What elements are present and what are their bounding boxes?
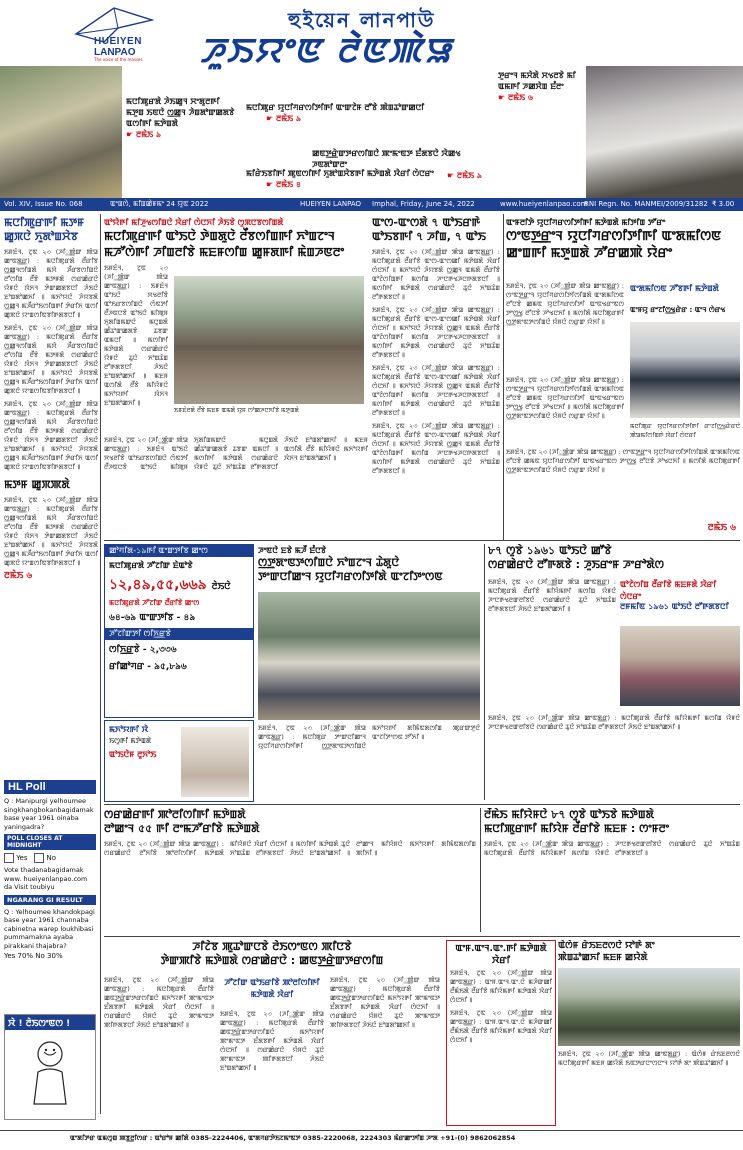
poll-closes: POLL CLOSES AT MIDNIGHT xyxy=(4,834,96,850)
teaser-3-text: ꯀꯟꯇ꯭ꯔꯥꯛꯇꯔꯁꯤꯡꯅꯥ ꯄꯦꯃꯦꯟꯇ ꯐꯪꯗꯕꯅꯥ ꯋꯥꯀꯠ ꯍꯟꯗꯣꯛꯂꯦ xyxy=(312,149,461,169)
covid-box-sub: ꯃꯅꯤꯄꯨꯔꯗꯥ ꯍꯧꯖꯤꯛ ꯐꯥꯑꯣꯕꯥ xyxy=(109,561,193,570)
horizontal-rule xyxy=(104,804,740,805)
logo-tagline: The voice of the masses xyxy=(94,57,143,62)
covid-recovered-count: ꯔꯤꯀꯣꯚꯔ - ৯৫,৮৯৬ xyxy=(109,662,187,672)
right-story-quote-name: ꯑꯦꯝꯌꯨ ꯔꯦꯖꯤꯁ꯭ꯠꯔꯥꯔ : ꯑꯦꯜ ꯁꯥꯔꯠ xyxy=(630,306,726,314)
right-story-body-2: ꯏꯝꯐꯥꯜ, ꯖꯨꯟ ২৩ (ꯍꯤ꯭ꯄꯥꯛ ꯄꯥꯎ ꯀꯦꯟꯗ꯭ꯔ) : ꯁꯦꯟꯇ꯭ꯔꯦꯜ ꯌꯨꯅꯤꯚꯔꯁꯤꯇꯤꯁꯤꯡꯗꯥ ꯑꯦꯗꯃꯤꯁꯟ ꯂꯧꯅꯕꯥ ꯀꯃꯟ ꯌꯨꯅꯤꯚꯔꯁꯤꯇꯤ ꯑꯦꯟꯠꯔꯦꯟꯁ ꯇꯦꯁ꯭ꯠ ꯂꯧꯅꯕꯥ ꯍꯣꯠꯅꯈꯤ ꯫ ꯃꯁꯤꯗꯥ ꯃꯅꯤꯄꯨꯔꯒꯤ ꯁ꯭ꯇꯨꯗꯦꯟꯇꯁꯤꯡꯅꯥ ꯌꯥꯝꯅꯥ ꯁꯔꯨꯛ ꯌꯥꯈꯤ ꯫ xyxy=(506,376,624,420)
column-divider xyxy=(100,214,101,1114)
contractors-body-3: ꯏꯝꯐꯥꯜ, ꯖꯨꯟ ২৩ (ꯍꯤ꯭ꯄꯥꯛ ꯄꯥꯎ ꯀꯦꯟꯗ꯭ꯔ) : ꯃꯅꯤꯄꯨꯔꯗꯥ ꯂꯩꯔꯤꯕꯥ ꯀꯟꯇ꯭ꯔꯥꯛꯇꯔꯁꯤꯡꯅꯥ ꯃꯈꯣꯌꯒꯤ ꯄꯦꯃꯦꯟꯇ ꯐꯪꯗꯕꯒꯤ ꯃꯇꯥꯡꯗꯥ ꯋꯥꯔꯤ ꯁꯥꯅꯈꯤ ꯫ ꯁꯔꯀꯥꯔꯅꯥ ꯌꯥꯝꯅꯥ ꯊꯨꯅꯥ ꯄꯦꯃꯦꯟꯇ ꯄꯤꯒꯗꯕꯅꯤ ꯍꯥꯏꯅꯥ ꯐꯣꯡꯗꯣꯀꯈꯤ ꯫ xyxy=(330,976,440,1029)
lead-story-headline-1: ꯃꯅꯤꯄꯨꯔꯒꯤ ꯑꯣꯏꯅꯥ ꯇꯥꯡꯗꯨꯅꯥ ꯂꯩꯕꯁꯤꯡꯒꯤ ꯈꯣꯡꯖꯦꯜ xyxy=(104,229,335,243)
protest-headline-1: ꯁ꯭ꯇꯨꯗꯦꯟꯇꯁꯤꯡꯅꯥ ꯈꯣꯡꯖꯦꯜ ꯊꯥꯗꯨꯅꯥ xyxy=(258,556,400,569)
right-story-ref: ꯂꯃꯥꯏ ৬ xyxy=(707,523,736,533)
covid-box-sub2: ꯃꯅꯤꯄꯨꯔꯗꯥ ꯍꯧꯖꯤꯛ ꯂꯩꯔꯤꯕꯥ ꯀꯦꯁ xyxy=(109,599,200,607)
left-story-body: ꯏꯝꯐꯥꯜ, ꯖꯨꯟ ২৩ (ꯍꯤ꯭ꯄꯥꯛ ꯄꯥꯎ ꯀꯦꯟꯗ꯭ꯔ) : ꯃꯅꯤꯄꯨꯔꯗꯥ ꯂꯩꯔꯤꯕ ꯁ꯭ꯀꯨꯜꯁꯤꯡꯗꯥ ꯃꯆꯥ ꯍꯩꯔꯕꯁꯤꯡꯅꯥ ꯂꯧꯁꯤꯡ ꯂꯩꯕꯥ ꯃꯇꯝꯗꯥ ꯁꯔꯀꯥꯔꯅꯥ ꯌꯥꯝꯅꯥ ꯋꯥꯈꯜ ꯇꯥꯛꯀꯗꯕꯅꯤ ꯍꯥꯏꯅꯥ ꯐꯣꯡꯗꯣꯀꯈꯤ ꯫ ꯃꯈꯣꯌꯅꯥ ꯍꯥꯌꯕꯗꯥ ꯁ꯭ꯀꯨꯜ ꯃꯍꯩꯔꯣꯏꯁꯤꯡꯒꯤ ꯇꯥꯔꯤꯈ ꯑꯁꯤ ꯀꯨꯞꯅꯥ ꯌꯦꯡꯁꯤꯟꯕꯤꯒꯗꯕꯅꯤ ꯫ xyxy=(4,248,98,319)
press-kicker: ꯑꯣꯖꯥꯁꯤꯡ ꯂꯩꯔꯤꯕꯥ ꯃꯐꯝꯗꯥ ꯋꯥꯔꯤ ꯁꯥꯅꯔꯦ xyxy=(620,580,717,601)
poll-yes-checkbox[interactable] xyxy=(4,853,14,863)
teaser-5-ref: ☛ ꯂꯃꯥꯏ ৬ xyxy=(498,93,534,102)
protest-body: ꯏꯝꯐꯥꯜ, ꯖꯨꯟ ২৩ (ꯍꯤ꯭ꯄꯥꯛ ꯄꯥꯎ ꯀꯦꯟꯗ꯭ꯔ) : ꯃꯅꯤꯄꯨꯔ ꯇꯦꯛꯅꯤꯀꯦꯜ ꯌꯨꯅꯤꯚꯔꯁꯤꯇꯤꯒꯤ ꯁ꯭ꯇꯨꯗꯦꯟꯇꯁꯤꯡꯅꯥ ꯃꯈꯣꯌꯒꯤ ꯗꯤꯃꯥꯟꯗꯁꯤꯡ ꯄꯨꯔꯛꯇꯨꯅꯥ ꯑꯦꯖꯤꯇꯦꯁꯟ ꯇꯧꯈꯤ ꯫ xyxy=(258,724,480,750)
story-mla[interactable] xyxy=(446,940,556,1126)
lead-story-headline-2: ꯃꯍꯧꯁꯥꯒꯤ ꯍꯤꯡꯂꯤꯕꯥ ꯃꯐꯝꯁꯤꯡ ꯀꯨꯝꯗꯒꯤ ꯃꯥꯡꯍꯟꯂꯦ xyxy=(104,245,345,259)
population-body: ꯏꯝꯐꯥꯜ, ꯖꯨꯟ ২৩ (ꯍꯤ꯭ꯄꯥꯛ ꯄꯥꯎ ꯀꯦꯟꯗ꯭ꯔ) : ꯃꯅꯤꯄꯨꯔꯗꯥ ꯂꯩꯔꯤꯕꯥ ꯃꯤꯌꯥꯃꯒꯤ ꯃꯁꯤꯡ ꯌꯥꯝꯅꯥ ꯍꯦꯅꯒꯠꯂꯛꯂꯤꯕꯅꯥ ꯁꯔꯀꯥꯔꯅꯥ ꯊꯨꯅꯥ ꯈꯣꯡꯊꯥꯡ ꯂꯧꯒꯗꯕꯅꯤ ꯫ xyxy=(484,840,740,857)
right-story-headline-2: ꯀꯦꯡꯒꯤ ꯃꯇꯨꯡꯗꯥ ꯍꯧꯔꯀꯄꯥ ꯌꯥꯔꯦ xyxy=(506,246,673,261)
story-yoga-day[interactable] xyxy=(558,940,740,1124)
opinion-box-name: ꯑꯣꯏꯅꯥꯝ ꯂꯨꯈꯣꯏ xyxy=(109,750,157,759)
hl-poll xyxy=(4,780,96,1010)
opinion-box-title: ꯃꯈꯣꯌꯒꯤ ꯋꯥ xyxy=(109,725,149,734)
teaser-band xyxy=(0,66,743,198)
left-story-body-2: ꯏꯝꯐꯥꯜ, ꯖꯨꯟ ২৩ (ꯍꯤ꯭ꯄꯥꯛ ꯄꯥꯎ ꯀꯦꯟꯗ꯭ꯔ) : ꯃꯅꯤꯄꯨꯔꯗꯥ ꯂꯩꯔꯤꯕ ꯁ꯭ꯀꯨꯜꯁꯤꯡꯗꯥ ꯃꯆꯥ ꯍꯩꯔꯕꯁꯤꯡꯅꯥ ꯂꯧꯁꯤꯡ ꯂꯩꯕꯥ ꯃꯇꯝꯗꯥ ꯁꯔꯀꯥꯔꯅꯥ ꯌꯥꯝꯅꯥ ꯋꯥꯈꯜ ꯇꯥꯛꯀꯗꯕꯅꯤ ꯍꯥꯏꯅꯥ ꯐꯣꯡꯗꯣꯀꯈꯤ ꯫ ꯃꯈꯣꯌꯅꯥ ꯍꯥꯌꯕꯗꯥ ꯁ꯭ꯀꯨꯜ ꯃꯍꯩꯔꯣꯏꯁꯤꯡꯒꯤ ꯇꯥꯔꯤꯈ ꯑꯁꯤ ꯀꯨꯞꯅꯥ ꯌꯦꯡꯁꯤꯟꯕꯤꯒꯗꯕꯅꯤ ꯫ xyxy=(4,324,98,395)
lead-story-continued xyxy=(104,436,368,536)
protest-kicker: ꯍꯦꯟꯅꯥ ꯐꯕꯥ ꯃꯍꯩ ꯐꯪꯅꯕꯥ xyxy=(258,546,327,555)
teaser-2-text: ꯃꯅꯤꯄꯨꯔ ꯌꯨꯅꯤꯚꯔꯁꯤꯇꯤꯒꯤ ꯑꯦꯛꯖꯥꯝ ꯂꯧꯕꯥ ꯄꯥꯡꯊꯣꯛꯀꯅꯤ xyxy=(246,103,425,112)
protest-headline-2: ꯇꯦꯛꯅꯤꯀꯦꯜ ꯌꯨꯅꯤꯚꯔꯁꯤꯇꯤꯗꯥ ꯑꯦꯖꯤꯇꯦꯁꯟ xyxy=(258,570,443,583)
right-story-caption: ꯃꯅꯤꯄꯨꯔ ꯌꯨꯅꯤꯚꯔꯁꯤꯇꯤꯒꯤ ꯔꯦꯖꯤꯁ꯭ꯠꯔꯥꯔꯅꯥ ꯄꯥꯎꯃꯤꯁꯤꯡꯒꯥ ꯋꯥꯔꯤ ꯁꯥꯅꯔꯤ xyxy=(630,423,740,439)
masthead-title-bengali: হুইয়েন লানপাউ xyxy=(288,8,436,32)
poll-no-checkbox[interactable] xyxy=(34,853,44,863)
dateline-bar xyxy=(0,198,743,211)
left-story-body-3: ꯏꯝꯐꯥꯜ, ꯖꯨꯟ ২৩ (ꯍꯤ꯭ꯄꯥꯛ ꯄꯥꯎ ꯀꯦꯟꯗ꯭ꯔ) : ꯃꯅꯤꯄꯨꯔꯗꯥ ꯂꯩꯔꯤꯕ ꯁ꯭ꯀꯨꯜꯁꯤꯡꯗꯥ ꯃꯆꯥ ꯍꯩꯔꯕꯁꯤꯡꯅꯥ ꯂꯧꯁꯤꯡ ꯂꯩꯕꯥ ꯃꯇꯝꯗꯥ ꯁꯔꯀꯥꯔꯅꯥ ꯌꯥꯝꯅꯥ ꯋꯥꯈꯜ ꯇꯥꯛꯀꯗꯕꯅꯤ ꯍꯥꯏꯅꯥ ꯐꯣꯡꯗꯣꯀꯈꯤ ꯫ ꯃꯈꯣꯌꯅꯥ ꯍꯥꯌꯕꯗꯥ ꯁ꯭ꯀꯨꯜ ꯃꯍꯩꯔꯣꯏꯁꯤꯡꯒꯤ ꯇꯥꯔꯤꯈ ꯑꯁꯤ ꯀꯨꯞꯅꯥ ꯌꯦꯡꯁꯤꯟꯕꯤꯒꯗꯕꯅꯤ ꯫ xyxy=(4,400,98,471)
contractors-headline-2: ꯇꯥꯛꯄꯤꯕꯥ ꯃꯇꯥꯡꯗꯥ ꯁꯔꯀꯥꯔꯅꯥ : ꯀꯟꯇ꯭ꯔꯥꯛꯇꯔꯁꯤꯡ xyxy=(160,954,384,967)
teaser-5-text: ꯇꯨꯔꯦꯜ ꯃꯆꯥꯗꯥ ꯆꯠꯂꯕꯥ ꯃꯤ ꯑꯃꯒꯤ ꯍꯀꯆꯥꯡ ꯐꯪꯂꯦ xyxy=(498,71,576,91)
lead-story-kicker: ꯑꯣꯌꯥꯒꯤ ꯃꯤꯍꯨꯠꯁꯤꯡꯅꯥ ꯋꯥꯔꯤ ꯁꯥꯅꯈꯤ ꯍꯥꯏꯕꯥ ꯁꯨꯞꯅꯕꯁꯤꯡꯗꯥ xyxy=(104,218,284,227)
poll-label: HL Poll xyxy=(4,780,96,794)
story-ss-headline: ꯑꯦꯁ-ꯑꯦꯁꯗꯥ ৭ ꯑꯣꯏꯔꯒꯥ ꯑꯣꯏꯕꯒꯤ ৭ ꯍꯤꯡ, ৭ ꯑꯣꯏ xyxy=(372,216,486,243)
right-story-quote-title: ꯑꯦꯗꯃꯤꯁꯟ ꯍꯧꯕꯒꯤ ꯃꯇꯥꯡꯗꯥ xyxy=(630,284,719,293)
lead-story-body: ꯏꯝꯐꯥꯜ, ꯖꯨꯟ ২৩ (ꯍꯤ꯭ꯄꯥꯛ ꯄꯥꯎ ꯀꯦꯟꯗ꯭ꯔ) : ꯏꯝꯐꯥꯜ ꯑꯣꯏꯅꯥ ꯆꯠꯂꯤꯕꯥ ꯑꯣꯏꯔꯕꯁꯤꯡꯅꯥ ꯁꯥꯟꯇꯤ ꯂꯩꯍꯟꯅꯕꯥ ꯑꯣꯏꯅꯥ ꯃꯤꯄꯨꯝ ꯈꯨꯗꯤꯡꯃꯛꯅꯥ ꯃꯅꯨꯡꯗꯥ ꯀꯪꯊꯣꯛꯀꯗꯕꯥ ꯊꯕꯛ ꯑꯃꯅꯤ ꯫ ꯃꯁꯤꯒꯤ ꯃꯇꯥꯡꯗꯥ ꯁꯔꯀꯥꯔꯅꯥ ꯌꯥꯝꯅꯥ ꯊꯨꯅꯥ ꯈꯣꯡꯊꯥꯡ ꯂꯧꯒꯗꯕꯅꯤ ꯍꯥꯏꯅꯥ ꯐꯣꯡꯗꯣꯀꯈꯤ ꯫ ꯃꯐꯝ ꯑꯁꯤꯗꯥ ꯂꯩꯕꯥ ꯃꯤꯌꯥꯝꯅꯥ ꯃꯈꯣꯌꯒꯤ ꯋꯥꯈꯜ ꯐꯣꯡꯗꯣꯀꯈꯤ ꯫ xyxy=(104,264,168,407)
cartoon-figure-icon xyxy=(8,1032,92,1112)
lead-story-photo xyxy=(174,276,364,404)
poll-yes-label: Yes xyxy=(16,854,28,862)
teaser-1[interactable] xyxy=(126,96,238,140)
masthead-title-meitei: ꯍꯨꯏꯌꯦꯟ ꯂꯥꯟꯄꯥꯎ xyxy=(200,31,453,71)
yoga-body: ꯏꯝꯐꯥꯜ, ꯖꯨꯟ ২৩ (ꯍꯤ꯭ꯄꯥꯛ ꯄꯥꯎ ꯀꯦꯟꯗ꯭ꯔ) : ꯑꯥꯁꯥꯝ ꯔꯥꯏꯐꯂꯁꯅꯥ ꯃꯅꯤꯄꯨꯔꯒꯤ ꯃꯐꯝ ꯀꯌꯥꯗꯥ ꯏꯟꯇꯔꯅꯦꯁꯅꯦꯜ ꯌꯣꯒꯥ ꯗꯦ ꯄꯥꯡꯊꯣꯀꯈꯤ ꯫ xyxy=(558,1050,740,1067)
press-headline-2: ꯁꯔꯀꯥꯔꯅꯥ ꯂꯧꯒꯗꯕꯥ : ꯍꯨꯏꯔꯦꯝ ꯍꯦꯔꯣꯗꯥꯁ xyxy=(488,558,664,571)
protest-photo xyxy=(258,592,480,720)
opinion-box-sub: ꯏꯁꯨꯒꯤ ꯃꯇꯥꯡꯗꯥ xyxy=(109,737,152,745)
right-story-body: ꯏꯝꯐꯥꯜ, ꯖꯨꯟ ২৩ (ꯍꯤ꯭ꯄꯥꯛ ꯄꯥꯎ ꯀꯦꯟꯗ꯭ꯔ) : ꯁꯦꯟꯇ꯭ꯔꯦꯜ ꯌꯨꯅꯤꯚꯔꯁꯤꯇꯤꯁꯤꯡꯗꯥ ꯑꯦꯗꯃꯤꯁꯟ ꯂꯧꯅꯕꯥ ꯀꯃꯟ ꯌꯨꯅꯤꯚꯔꯁꯤꯇꯤ ꯑꯦꯟꯠꯔꯦꯟꯁ ꯇꯦꯁ꯭ꯠ ꯂꯧꯅꯕꯥ ꯍꯣꯠꯅꯈꯤ ꯫ ꯃꯁꯤꯗꯥ ꯃꯅꯤꯄꯨꯔꯒꯤ ꯁ꯭ꯇꯨꯗꯦꯟꯇꯁꯤꯡꯅꯥ ꯌꯥꯝꯅꯥ ꯁꯔꯨꯛ ꯌꯥꯈꯤ ꯫ xyxy=(506,282,624,326)
policy-headline-1: ꯁꯔꯀꯥꯔꯒꯤ ꯄꯣꯂꯤꯁꯤꯒꯤ ꯃꯇꯥꯡꯗꯥ xyxy=(104,808,246,821)
right-story-kicker: ꯑꯦꯝꯂꯤꯇꯥ ꯌꯨꯅꯤꯚꯔꯁꯤꯇꯤꯒꯤ ꯃꯇꯥꯡꯗꯥ ꯃꯤꯇꯤꯡ ꯇꯧꯔꯦ xyxy=(506,218,666,227)
lead-story[interactable] xyxy=(104,216,368,436)
teaser-2-ref: ☛ ꯂꯃꯥꯏ ৯ xyxy=(266,114,302,123)
covid-death-count: ꯁꯤꯈ꯭ꯔꯕꯥ - ২,৩৩৬ xyxy=(109,645,177,655)
press-photo xyxy=(620,626,740,706)
story-ss-body-4: ꯏꯝꯐꯥꯜ, ꯖꯨꯟ ২৩ (ꯍꯤ꯭ꯄꯥꯛ ꯄꯥꯎ ꯀꯦꯟꯗ꯭ꯔ) : ꯃꯅꯤꯄꯨꯔꯗꯥ ꯂꯩꯔꯤꯕꯥ ꯑꯦꯁ-ꯑꯦꯁꯀꯤ ꯃꯇꯥꯡꯗꯥ ꯋꯥꯔꯤ ꯁꯥꯅꯈꯤ ꯫ ꯃꯈꯣꯌꯅꯥ ꯍꯥꯌꯕꯗꯥ ꯁ꯭ꯀꯨꯜ ꯑꯃꯗꯥ ꯂꯩꯔꯤꯕꯥ ꯑꯣꯖꯥꯁꯤꯡꯒꯤ ꯃꯁꯤꯡ ꯍꯦꯅꯒꯠꯍꯅꯒꯗꯕꯅꯤ ꯫ ꯃꯁꯤꯒꯤ ꯃꯇꯥꯡꯗꯥ ꯁꯔꯀꯥꯔꯅꯥ ꯊꯨꯅꯥ ꯈꯣꯡꯊꯥꯡ ꯂꯧꯒꯗꯕꯅꯤ ꯫ xyxy=(372,422,500,475)
population-headline-1: ꯂꯩꯃꯥꯏ ꯃꯤꯌꯥꯝꯅꯥ ৮৭ ꯁꯨꯕꯥ ꯑꯣꯏꯕꯥ ꯃꯇꯥꯡꯗꯥ xyxy=(484,808,654,821)
teaser-2[interactable] xyxy=(246,102,482,124)
poll-result-values: Yes 70% No 30% xyxy=(4,952,63,960)
press-body-2: ꯏꯝꯐꯥꯜ, ꯖꯨꯟ ২৩ (ꯍꯤ꯭ꯄꯥꯛ ꯄꯥꯎ ꯀꯦꯟꯗ꯭ꯔ) : ꯃꯅꯤꯄꯨꯔꯗꯥ ꯂꯩꯔꯤꯕꯥ ꯃꯤꯌꯥꯃꯒꯤ ꯃꯁꯤꯡ ꯌꯥꯝꯅꯥ ꯍꯦꯅꯒꯠꯂꯛꯂꯤꯕꯅꯥ ꯁꯔꯀꯥꯔꯅꯥ ꯊꯨꯅꯥ ꯈꯣꯡꯊꯥꯡ ꯂꯧꯒꯗꯕꯅꯤ ꯍꯥꯏꯅꯥ ꯐꯣꯡꯗꯣꯀꯈꯤ ꯫ xyxy=(488,714,740,731)
contractors-body-2: ꯏꯝꯐꯥꯜ, ꯖꯨꯟ ২৩ (ꯍꯤ꯭ꯄꯥꯛ ꯄꯥꯎ ꯀꯦꯟꯗ꯭ꯔ) : ꯃꯅꯤꯄꯨꯔꯗꯥ ꯂꯩꯔꯤꯕꯥ ꯀꯟꯇ꯭ꯔꯥꯛꯇꯔꯁꯤꯡꯅꯥ ꯃꯈꯣꯌꯒꯤ ꯄꯦꯃꯦꯟꯇ ꯐꯪꯗꯕꯒꯤ ꯃꯇꯥꯡꯗꯥ ꯋꯥꯔꯤ ꯁꯥꯅꯈꯤ ꯫ ꯁꯔꯀꯥꯔꯅꯥ ꯌꯥꯝꯅꯥ ꯊꯨꯅꯥ ꯄꯦꯃꯦꯟꯇ ꯄꯤꯒꯗꯕꯅꯤ ꯍꯥꯏꯅꯥ ꯐꯣꯡꯗꯣꯀꯈꯤ ꯫ xyxy=(220,1010,324,1072)
footer-rule xyxy=(0,1130,743,1131)
press-body: ꯏꯝꯐꯥꯜ, ꯖꯨꯟ ২৩ (ꯍꯤ꯭ꯄꯥꯛ ꯄꯥꯎ ꯀꯦꯟꯗ꯭ꯔ) : ꯃꯅꯤꯄꯨꯔꯗꯥ ꯂꯩꯔꯤꯕꯥ ꯃꯤꯌꯥꯃꯒꯤ ꯃꯁꯤꯡ ꯌꯥꯝꯅꯥ ꯍꯦꯅꯒꯠꯂꯛꯂꯤꯕꯅꯥ ꯁꯔꯀꯥꯔꯅꯥ ꯊꯨꯅꯥ ꯈꯣꯡꯊꯥꯡ ꯂꯧꯒꯗꯕꯅꯤ ꯍꯥꯏꯅꯥ ꯐꯣꯡꯗꯣꯀꯈꯤ ꯫ xyxy=(488,578,616,613)
mla-body: ꯏꯝꯐꯥꯜ, ꯖꯨꯟ ২৩ (ꯍꯤ꯭ꯄꯥꯛ ꯄꯥꯎ ꯀꯦꯟꯗ꯭ꯔ) : ꯑꯦꯝ.ꯑꯦꯜ.ꯑꯦ.ꯅꯥ ꯃꯍꯥꯛꯀꯤ ꯂꯩꯃꯥꯏꯗꯥ ꯂꯩꯔꯤꯕꯥ ꯃꯤꯌꯥꯃꯒꯤ ꯃꯇꯥꯡꯗꯥ ꯋꯥꯔꯤ ꯁꯥꯅꯈꯤ ꯫ xyxy=(450,969,552,1004)
covid-box xyxy=(104,544,254,718)
teaser-photo-distribution xyxy=(0,66,122,198)
story-central-university[interactable] xyxy=(506,216,740,536)
covid-box-sub3: ꯍꯧꯖꯤꯛꯇꯤ ꯁꯤꯈ꯭ꯔꯕꯥ xyxy=(105,628,253,640)
right-story-photo xyxy=(630,322,740,418)
press-headline-1: ৮৭ ꯁꯨꯕꯥ ১৯৬১ ꯑꯣꯏꯅꯥ ꯀꯧꯕꯥ xyxy=(488,544,612,557)
newspaper-logo[interactable] xyxy=(74,4,164,62)
policy-body: ꯏꯝꯐꯥꯜ, ꯖꯨꯟ ২৩ (ꯍꯤ꯭ꯄꯥꯛ ꯄꯥꯎ ꯀꯦꯟꯗ꯭ꯔ) : ꯁꯔꯀꯥꯔꯅꯥ ꯂꯧꯈꯤꯕꯥ ꯄꯣꯂꯤꯁꯤꯒꯤ ꯃꯇꯥꯡꯗꯥ ꯃꯤꯌꯥꯝꯅꯥ ꯋꯥꯔꯤ ꯁꯥꯅꯈꯤ ꯫ ꯃꯁꯤꯒꯤ ꯃꯇꯥꯡꯗꯥ ꯊꯨꯅꯥ ꯈꯣꯡꯊꯥꯡ ꯂꯧꯒꯗꯕꯅꯤ ꯍꯥꯏꯅꯥ ꯐꯣꯡꯗꯣꯀꯈꯤ ꯫ ꯂꯣꯀꯦꯜ ꯃꯤꯌꯥꯝꯅꯥ ꯃꯈꯣꯌꯒꯤ ꯗꯤꯃꯥꯟꯗꯁꯤꯡ ꯄꯤꯈꯤ ꯫ xyxy=(104,840,476,857)
teaser-4-text: ꯃꯤꯔꯥꯏꯕꯤꯒꯤ ꯄꯨꯟꯁꯤꯒꯤ ꯈꯨꯗꯣꯡꯆꯥꯕꯒꯤ ꯃꯇꯥꯡꯗꯥ ꯋꯥꯔꯤ ꯁꯥꯅꯔꯦ xyxy=(246,169,434,178)
masthead xyxy=(0,0,743,71)
contractors-body: ꯏꯝꯐꯥꯜ, ꯖꯨꯟ ২৩ (ꯍꯤ꯭ꯄꯥꯛ ꯄꯥꯎ ꯀꯦꯟꯗ꯭ꯔ) : ꯃꯅꯤꯄꯨꯔꯗꯥ ꯂꯩꯔꯤꯕꯥ ꯀꯟꯇ꯭ꯔꯥꯛꯇꯔꯁꯤꯡꯅꯥ ꯃꯈꯣꯌꯒꯤ ꯄꯦꯃꯦꯟꯇ ꯐꯪꯗꯕꯒꯤ ꯃꯇꯥꯡꯗꯥ ꯋꯥꯔꯤ ꯁꯥꯅꯈꯤ ꯫ ꯁꯔꯀꯥꯔꯅꯥ ꯌꯥꯝꯅꯥ ꯊꯨꯅꯥ ꯄꯦꯃꯦꯟꯇ ꯄꯤꯒꯗꯕꯅꯤ ꯍꯥꯏꯅꯥ ꯐꯣꯡꯗꯣꯀꯈꯤ ꯫ xyxy=(104,976,214,1029)
lead-story-body-continued: ꯏꯝꯐꯥꯜ, ꯖꯨꯟ ২৩ (ꯍꯤ꯭ꯄꯥꯛ ꯄꯥꯎ ꯀꯦꯟꯗ꯭ꯔ) : ꯏꯝꯐꯥꯜ ꯑꯣꯏꯅꯥ ꯆꯠꯂꯤꯕꯥ ꯑꯣꯏꯔꯕꯁꯤꯡꯅꯥ ꯁꯥꯟꯇꯤ ꯂꯩꯍꯟꯅꯕꯥ ꯑꯣꯏꯅꯥ ꯃꯤꯄꯨꯝ ꯈꯨꯗꯤꯡꯃꯛꯅꯥ ꯃꯅꯨꯡꯗꯥ ꯀꯪꯊꯣꯛꯀꯗꯕꯥ ꯊꯕꯛ ꯑꯃꯅꯤ ꯫ ꯃꯁꯤꯒꯤ ꯃꯇꯥꯡꯗꯥ ꯁꯔꯀꯥꯔꯅꯥ ꯌꯥꯝꯅꯥ ꯊꯨꯅꯥ ꯈꯣꯡꯊꯥꯡ ꯂꯧꯒꯗꯕꯅꯤ ꯍꯥꯏꯅꯥ ꯐꯣꯡꯗꯣꯀꯈꯤ ꯫ ꯃꯐꯝ ꯑꯁꯤꯗꯥ ꯂꯩꯕꯥ ꯃꯤꯌꯥꯝꯅꯥ ꯃꯈꯣꯌꯒꯤ ꯋꯥꯈꯜ ꯐꯣꯡꯗꯣꯀꯈꯤ ꯫ xyxy=(104,436,368,471)
teaser-photo-ceremony xyxy=(586,66,743,198)
horizontal-rule xyxy=(104,936,740,937)
left-story-body-4: ꯏꯝꯐꯥꯜ, ꯖꯨꯟ ২৩ (ꯍꯤ꯭ꯄꯥꯛ ꯄꯥꯎ ꯀꯦꯟꯗ꯭ꯔ) : ꯃꯅꯤꯄꯨꯔꯗꯥ ꯂꯩꯔꯤꯕ ꯁ꯭ꯀꯨꯜꯁꯤꯡꯗꯥ ꯃꯆꯥ ꯍꯩꯔꯕꯁꯤꯡꯅꯥ ꯂꯧꯁꯤꯡ ꯂꯩꯕꯥ ꯃꯇꯝꯗꯥ ꯁꯔꯀꯥꯔꯅꯥ ꯌꯥꯝꯅꯥ ꯋꯥꯈꯜ ꯇꯥꯛꯀꯗꯕꯅꯤ ꯍꯥꯏꯅꯥ ꯐꯣꯡꯗꯣꯀꯈꯤ ꯫ ꯃꯈꯣꯌꯅꯥ ꯍꯥꯌꯕꯗꯥ ꯁ꯭ꯀꯨꯜ ꯃꯍꯩꯔꯣꯏꯁꯤꯡꯒꯤ ꯇꯥꯔꯤꯈ ꯑꯁꯤ ꯀꯨꯞꯅꯥ ꯌꯦꯡꯁꯤꯟꯕꯤꯒꯗꯕꯅꯤ ꯫ xyxy=(4,496,98,567)
column-divider xyxy=(480,808,481,932)
story-population[interactable] xyxy=(484,808,740,932)
teaser-4[interactable] xyxy=(246,168,482,190)
local-date: ꯑꯦꯡꯁꯥ, ꯃꯤꯡꯀꯥꯝꯃꯦ 24 ꯌꯨꯟ 2022 xyxy=(110,200,209,208)
story-protest[interactable] xyxy=(258,544,480,800)
story-press-conference[interactable] xyxy=(488,544,740,800)
covid-box-title: ꯀꯣꯚꯤꯗ-১৯ꯒꯤ ꯑꯦꯛꯇꯤꯕ ꯀꯦꯁ xyxy=(105,545,253,557)
story-ss-body: ꯏꯝꯐꯥꯜ, ꯖꯨꯟ ২৩ (ꯍꯤ꯭ꯄꯥꯛ ꯄꯥꯎ ꯀꯦꯟꯗ꯭ꯔ) : ꯃꯅꯤꯄꯨꯔꯗꯥ ꯂꯩꯔꯤꯕꯥ ꯑꯦꯁ-ꯑꯦꯁꯀꯤ ꯃꯇꯥꯡꯗꯥ ꯋꯥꯔꯤ ꯁꯥꯅꯈꯤ ꯫ ꯃꯈꯣꯌꯅꯥ ꯍꯥꯌꯕꯗꯥ ꯁ꯭ꯀꯨꯜ ꯑꯃꯗꯥ ꯂꯩꯔꯤꯕꯥ ꯑꯣꯖꯥꯁꯤꯡꯒꯤ ꯃꯁꯤꯡ ꯍꯦꯅꯒꯠꯍꯅꯒꯗꯕꯅꯤ ꯫ ꯃꯁꯤꯒꯤ ꯃꯇꯥꯡꯗꯥ ꯁꯔꯀꯥꯔꯅꯥ ꯊꯨꯅꯥ ꯈꯣꯡꯊꯥꯡ ꯂꯧꯒꯗꯕꯅꯤ ꯫ xyxy=(372,248,500,301)
covid-vaccinated-count xyxy=(105,573,253,597)
paper-name: HUEIYEN LANPAO xyxy=(300,200,362,208)
price: ₹ 3.00 xyxy=(712,200,735,208)
policy-headline-2: ꯂꯣꯀꯦꯜ ৫৫ ꯒꯤ ꯂꯦꯃꯍꯧꯔꯤꯕꯥ ꯃꯇꯥꯡꯗꯥ xyxy=(104,822,260,835)
story-contractors[interactable] xyxy=(104,940,440,1124)
opinion-box-photo xyxy=(181,727,249,797)
teaser-4-ref: ☛ ꯂꯃꯥꯏ ৪ xyxy=(266,180,302,189)
poll-options xyxy=(4,853,96,863)
logo-text-line2: LANPAO xyxy=(94,47,136,58)
lead-story-caption: ꯏꯝꯐꯥꯂꯗꯥ ꯂꯩꯕꯥ ꯃꯐꯝ ꯑꯃꯗꯥ ꯌꯨꯝ ꯁꯣꯀꯍꯅꯈꯤꯕꯥ ꯃꯇꯨꯡꯗꯥ xyxy=(174,407,299,414)
story-ss-seven[interactable] xyxy=(372,216,500,536)
story-policy[interactable] xyxy=(104,808,476,918)
horizontal-rule xyxy=(104,540,740,541)
left-story-ref: ꯂꯃꯥꯏ ৬ xyxy=(4,571,33,581)
yoga-headline-2: ꯄꯥꯡꯊꯣꯀꯈꯤ ꯃꯐꯝ ꯀꯌꯥꯗꯥ xyxy=(558,953,648,963)
footer-contact: ꯑꯦꯗꯤꯇꯔ ꯑꯃꯁꯨꯡ ꯄꯕ꯭ꯂꯤꯁꯔ : ꯑꯣꯔꯣꯝ ꯀꯤꯗꯥ 0385-2224406, ꯑꯦꯗꯚꯔꯇꯥꯏꯖꯃꯦꯟꯇ 0385-2220068, 2224303 ꯃꯥꯔꯀꯦꯇꯤꯡ ꯍꯦꯗ +91-(0) 9862062854 xyxy=(70,1134,516,1142)
right-story-headline-1: ꯁꯦꯟꯇ꯭ꯔꯦꯜ ꯌꯨꯅꯤꯚꯔꯁꯤꯇꯤꯒꯤ ꯑꯦꯗꯃꯤꯁꯟ xyxy=(506,229,722,244)
teaser-5[interactable] xyxy=(498,70,582,103)
poll-result-label: NGARANG GI RESULT xyxy=(4,895,96,905)
left-column-story[interactable] xyxy=(4,216,98,776)
poll-result-question: Q : Yelhoumee khandokpagi base year 1961 channaba cabinetna warep loukhibasi pummamakna ayaba pirakkani thajabra? xyxy=(4,907,95,950)
population-headline-2: ꯃꯅꯤꯄꯨꯔꯒꯤ ꯃꯤꯌꯥꯝ ꯂꯩꯔꯤꯕꯥ ꯃꯐꯝ : ꯁꯦꯝꯂꯦ xyxy=(484,822,670,835)
left-story-headline: ꯃꯅꯤꯄꯨꯔꯒꯤ ꯃꯇꯝ ꯀꯨꯞꯅꯥ ꯈꯨꯗꯣꯡꯆꯥꯕ xyxy=(4,216,85,243)
rni-number: RNI Regn. No. MANMEI/2009/31282 xyxy=(584,200,708,208)
right-story-body-3: ꯏꯝꯐꯥꯜ, ꯖꯨꯟ ২৩ (ꯍꯤ꯭ꯄꯥꯛ ꯄꯥꯎ ꯀꯦꯟꯗ꯭ꯔ) : ꯁꯦꯟꯇ꯭ꯔꯦꯜ ꯌꯨꯅꯤꯚꯔꯁꯤꯇꯤꯁꯤꯡꯗꯥ ꯑꯦꯗꯃꯤꯁꯟ ꯂꯧꯅꯕꯥ ꯀꯃꯟ ꯌꯨꯅꯤꯚꯔꯁꯤꯇꯤ ꯑꯦꯟꯠꯔꯦꯟꯁ ꯇꯦꯁ꯭ꯠ ꯂꯧꯅꯕꯥ ꯍꯣꯠꯅꯈꯤ ꯫ ꯃꯁꯤꯗꯥ ꯃꯅꯤꯄꯨꯔꯒꯤ ꯁ꯭ꯇꯨꯗꯦꯟꯇꯁꯤꯡꯅꯥ ꯌꯥꯝꯅꯥ ꯁꯔꯨꯛ ꯌꯥꯈꯤ ꯫ xyxy=(506,448,740,474)
opinion-box[interactable] xyxy=(104,720,254,802)
mla-body-2: ꯏꯝꯐꯥꯜ, ꯖꯨꯟ ২৩ (ꯍꯤ꯭ꯄꯥꯛ ꯄꯥꯎ ꯀꯦꯟꯗ꯭ꯔ) : ꯑꯦꯝ.ꯑꯦꯜ.ꯑꯦ.ꯅꯥ ꯃꯍꯥꯛꯀꯤ ꯂꯩꯃꯥꯏꯗꯥ ꯂꯩꯔꯤꯕꯥ ꯃꯤꯌꯥꯃꯒꯤ ꯃꯇꯥꯡꯗꯥ ꯋꯥꯔꯤ ꯁꯥꯅꯈꯤ ꯫ xyxy=(450,1009,552,1044)
volume-issue: Vol. XIV, Issue No. 068 xyxy=(4,200,83,208)
cartoon-title: ꯋꯥ ! ꯂꯥꯏꯁꯦꯟꯁ ! xyxy=(5,1015,95,1030)
contractors-headline-1: ꯍꯤꯖꯥꯕ ꯄꯨꯊꯣꯛꯅꯕꯥ ꯂꯥꯏꯁꯦꯟꯁ ꯄꯤꯅꯕꯥ xyxy=(192,940,352,953)
press-sub: ꯂꯝꯃꯤꯟ ১৯৬১ ꯑꯣꯏꯅꯥ ꯂꯧꯒꯗꯕꯅꯤ xyxy=(620,602,729,611)
cartoon-box xyxy=(4,1014,96,1120)
covid-number: ১২,৪৯,৫৫,৬৬৯ xyxy=(109,577,207,593)
column-divider xyxy=(503,214,504,540)
contractors-kicker: ꯍꯧꯖꯤꯛ ꯑꯣꯏꯔꯤꯕꯥ ꯄꯣꯂꯤꯁꯤꯒꯤ ꯃꯇꯥꯡꯗꯥ ꯋꯥꯔꯤ xyxy=(224,978,320,999)
logo-text-line1: HUEIYEN xyxy=(94,36,142,47)
place-date: Imphal, Friday, June 24, 2022 xyxy=(372,200,475,208)
covid-number-label: ꯂꯥꯏꯅꯥ xyxy=(211,582,231,592)
poll-vote-text[interactable]: Vote thadanabagidamak www. hueiyenlanpao.com da Visit toubiyu xyxy=(4,866,88,891)
yoga-photo xyxy=(558,968,740,1046)
website[interactable]: www.hueiyenlanpao.com xyxy=(500,200,588,208)
poll-question: Q : Manipurgi yelhoumee singkhangbokanbagidamak base year 1961 oinaba yaningadra? xyxy=(4,797,94,831)
story-ss-body-3: ꯏꯝꯐꯥꯜ, ꯖꯨꯟ ২৩ (ꯍꯤ꯭ꯄꯥꯛ ꯄꯥꯎ ꯀꯦꯟꯗ꯭ꯔ) : ꯃꯅꯤꯄꯨꯔꯗꯥ ꯂꯩꯔꯤꯕꯥ ꯑꯦꯁ-ꯑꯦꯁꯀꯤ ꯃꯇꯥꯡꯗꯥ ꯋꯥꯔꯤ ꯁꯥꯅꯈꯤ ꯫ ꯃꯈꯣꯌꯅꯥ ꯍꯥꯌꯕꯗꯥ ꯁ꯭ꯀꯨꯜ ꯑꯃꯗꯥ ꯂꯩꯔꯤꯕꯥ ꯑꯣꯖꯥꯁꯤꯡꯒꯤ ꯃꯁꯤꯡ ꯍꯦꯅꯒꯠꯍꯅꯒꯗꯕꯅꯤ ꯫ ꯃꯁꯤꯒꯤ ꯃꯇꯥꯡꯗꯥ ꯁꯔꯀꯥꯔꯅꯥ ꯊꯨꯅꯥ ꯈꯣꯡꯊꯥꯡ ꯂꯧꯒꯗꯕꯅꯤ ꯫ xyxy=(372,364,500,417)
mla-headline: ꯑꯦꯝ.ꯑꯦꯜ.ꯑꯦ.ꯒꯤ ꯃꯇꯥꯡꯗꯥ ꯋꯥꯔꯤ xyxy=(455,944,547,966)
yoga-headline-1: ꯑꯥꯁꯥꯝ ꯔꯥꯏꯐꯂꯁꯅꯥ ꯌꯣꯒꯥ ꯗꯦ xyxy=(558,941,655,951)
covid-active-count: ৬৪-৬৯ ꯑꯦꯛꯇꯤꯕ - ৪৯ xyxy=(109,613,196,623)
teaser-3-ref: ☛ ꯂꯃꯥꯏ ৯ xyxy=(446,171,482,180)
teaser-1-text: ꯃꯅꯤꯄꯨꯔꯗꯥ ꯍꯥꯏꯀꯨꯜ ꯆꯦꯗꯨꯂꯒꯤ ꯃꯇꯨꯡ ꯏꯟꯅꯥ ꯁ꯭ꯀꯨꯜ ꯍꯥꯡꯗꯣꯛꯀꯗꯕꯥ ꯑꯁꯤꯒꯤ ꯃꯇꯥꯡꯗꯥ xyxy=(126,97,235,128)
teaser-1-ref: ☛ ꯂꯃꯥꯏ ৯ xyxy=(126,130,162,139)
poll-no-label: No xyxy=(46,854,56,862)
left-story-subhead: ꯃꯇꯝ ꯀꯨꯞꯄꯗꯥ xyxy=(4,478,70,491)
column-divider xyxy=(484,544,485,800)
story-ss-body-2: ꯏꯝꯐꯥꯜ, ꯖꯨꯟ ২৩ (ꯍꯤ꯭ꯄꯥꯛ ꯄꯥꯎ ꯀꯦꯟꯗ꯭ꯔ) : ꯃꯅꯤꯄꯨꯔꯗꯥ ꯂꯩꯔꯤꯕꯥ ꯑꯦꯁ-ꯑꯦꯁꯀꯤ ꯃꯇꯥꯡꯗꯥ ꯋꯥꯔꯤ ꯁꯥꯅꯈꯤ ꯫ ꯃꯈꯣꯌꯅꯥ ꯍꯥꯌꯕꯗꯥ ꯁ꯭ꯀꯨꯜ ꯑꯃꯗꯥ ꯂꯩꯔꯤꯕꯥ ꯑꯣꯖꯥꯁꯤꯡꯒꯤ ꯃꯁꯤꯡ ꯍꯦꯅꯒꯠꯍꯅꯒꯗꯕꯅꯤ ꯫ ꯃꯁꯤꯒꯤ ꯃꯇꯥꯡꯗꯥ ꯁꯔꯀꯥꯔꯅꯥ ꯊꯨꯅꯥ ꯈꯣꯡꯊꯥꯡ ꯂꯧꯒꯗꯕꯅꯤ ꯫ xyxy=(372,306,500,359)
